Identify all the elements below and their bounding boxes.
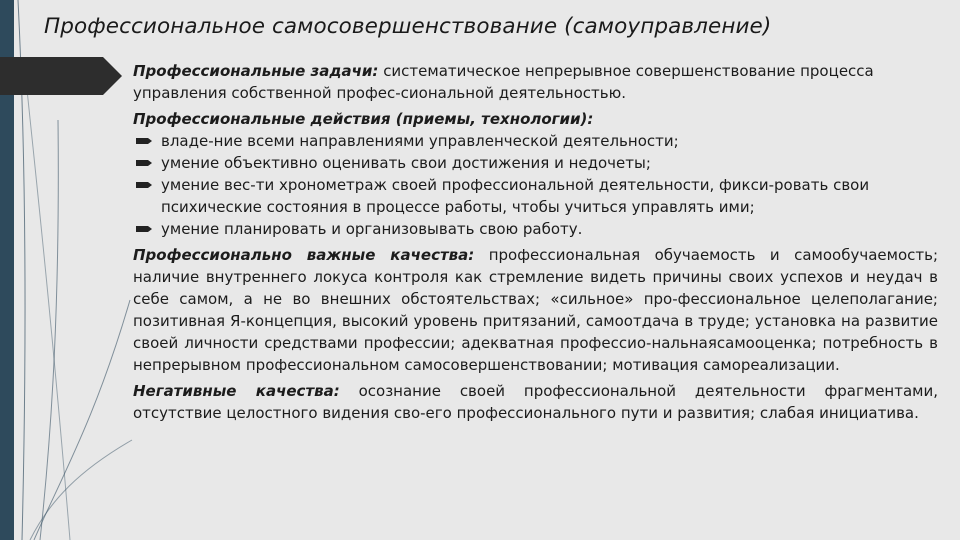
slide-content bbox=[133, 60, 938, 424]
qualities-paragraph bbox=[133, 244, 938, 376]
tasks-label: Профессиональные задачи: bbox=[133, 62, 379, 80]
actions-list bbox=[133, 130, 938, 240]
tasks-paragraph bbox=[133, 60, 938, 104]
tasks-text: систематическое непрерывное совершенствование процесса управления собственной профес-сиональной деятельностью. bbox=[133, 62, 874, 102]
negative-text: осознание своей профессиональной деятельности фрагментами, отсутствие целостного видения сво-его профессионального пути и развития; слабая инициатива. bbox=[133, 382, 938, 422]
negative-label: Негативные качества: bbox=[133, 382, 340, 400]
list-item bbox=[133, 152, 938, 174]
list-item-text: умение вес-ти хронометраж своей профессиональной деятельности, фикси-ровать свои психические состояния в процессе работы, чтобы учиться управлять ими; bbox=[161, 176, 870, 216]
title-arrow-shape bbox=[0, 57, 122, 95]
pencil-bullet-icon bbox=[136, 137, 152, 145]
list-item bbox=[133, 174, 938, 218]
page-title: Профессиональное самосовершенствование (самоуправление) bbox=[44, 14, 772, 39]
pencil-bullet-icon bbox=[136, 159, 152, 167]
qualities-text: профессиональная обучаемость и самообучаемость; наличие внутреннего локуса контроля как стремление видеть причины своих успехов и неудач в себе самом, а не во внешних обстоятельствах; «сильное» про-фессиональное целеполагание; позитивная Я-концепция, высокий уровень притязаний, самоотдача в труде; установка на развитие своей личности средствами профессии; адекватная профессио-нальнаясамооценка; потребность в непрерывном профессиональном самосовершенствовании; мотивация самореализации. bbox=[133, 246, 939, 374]
actions-label: Профессиональные действия (приемы, технологии): bbox=[133, 110, 594, 128]
list-item-text: владе-ние всеми направлениями управленческой деятельности; bbox=[161, 132, 679, 150]
negative-paragraph bbox=[133, 380, 938, 424]
pencil-bullet-icon bbox=[136, 225, 152, 233]
qualities-label: Профессионально важные качества: bbox=[133, 246, 475, 264]
list-item bbox=[133, 218, 938, 240]
list-item bbox=[133, 130, 938, 152]
list-item-text: умение объективно оценивать свои достижения и недочеты; bbox=[161, 154, 651, 172]
list-item-text: умение планировать и организовывать свою работу. bbox=[161, 220, 583, 238]
pencil-bullet-icon bbox=[136, 181, 152, 189]
